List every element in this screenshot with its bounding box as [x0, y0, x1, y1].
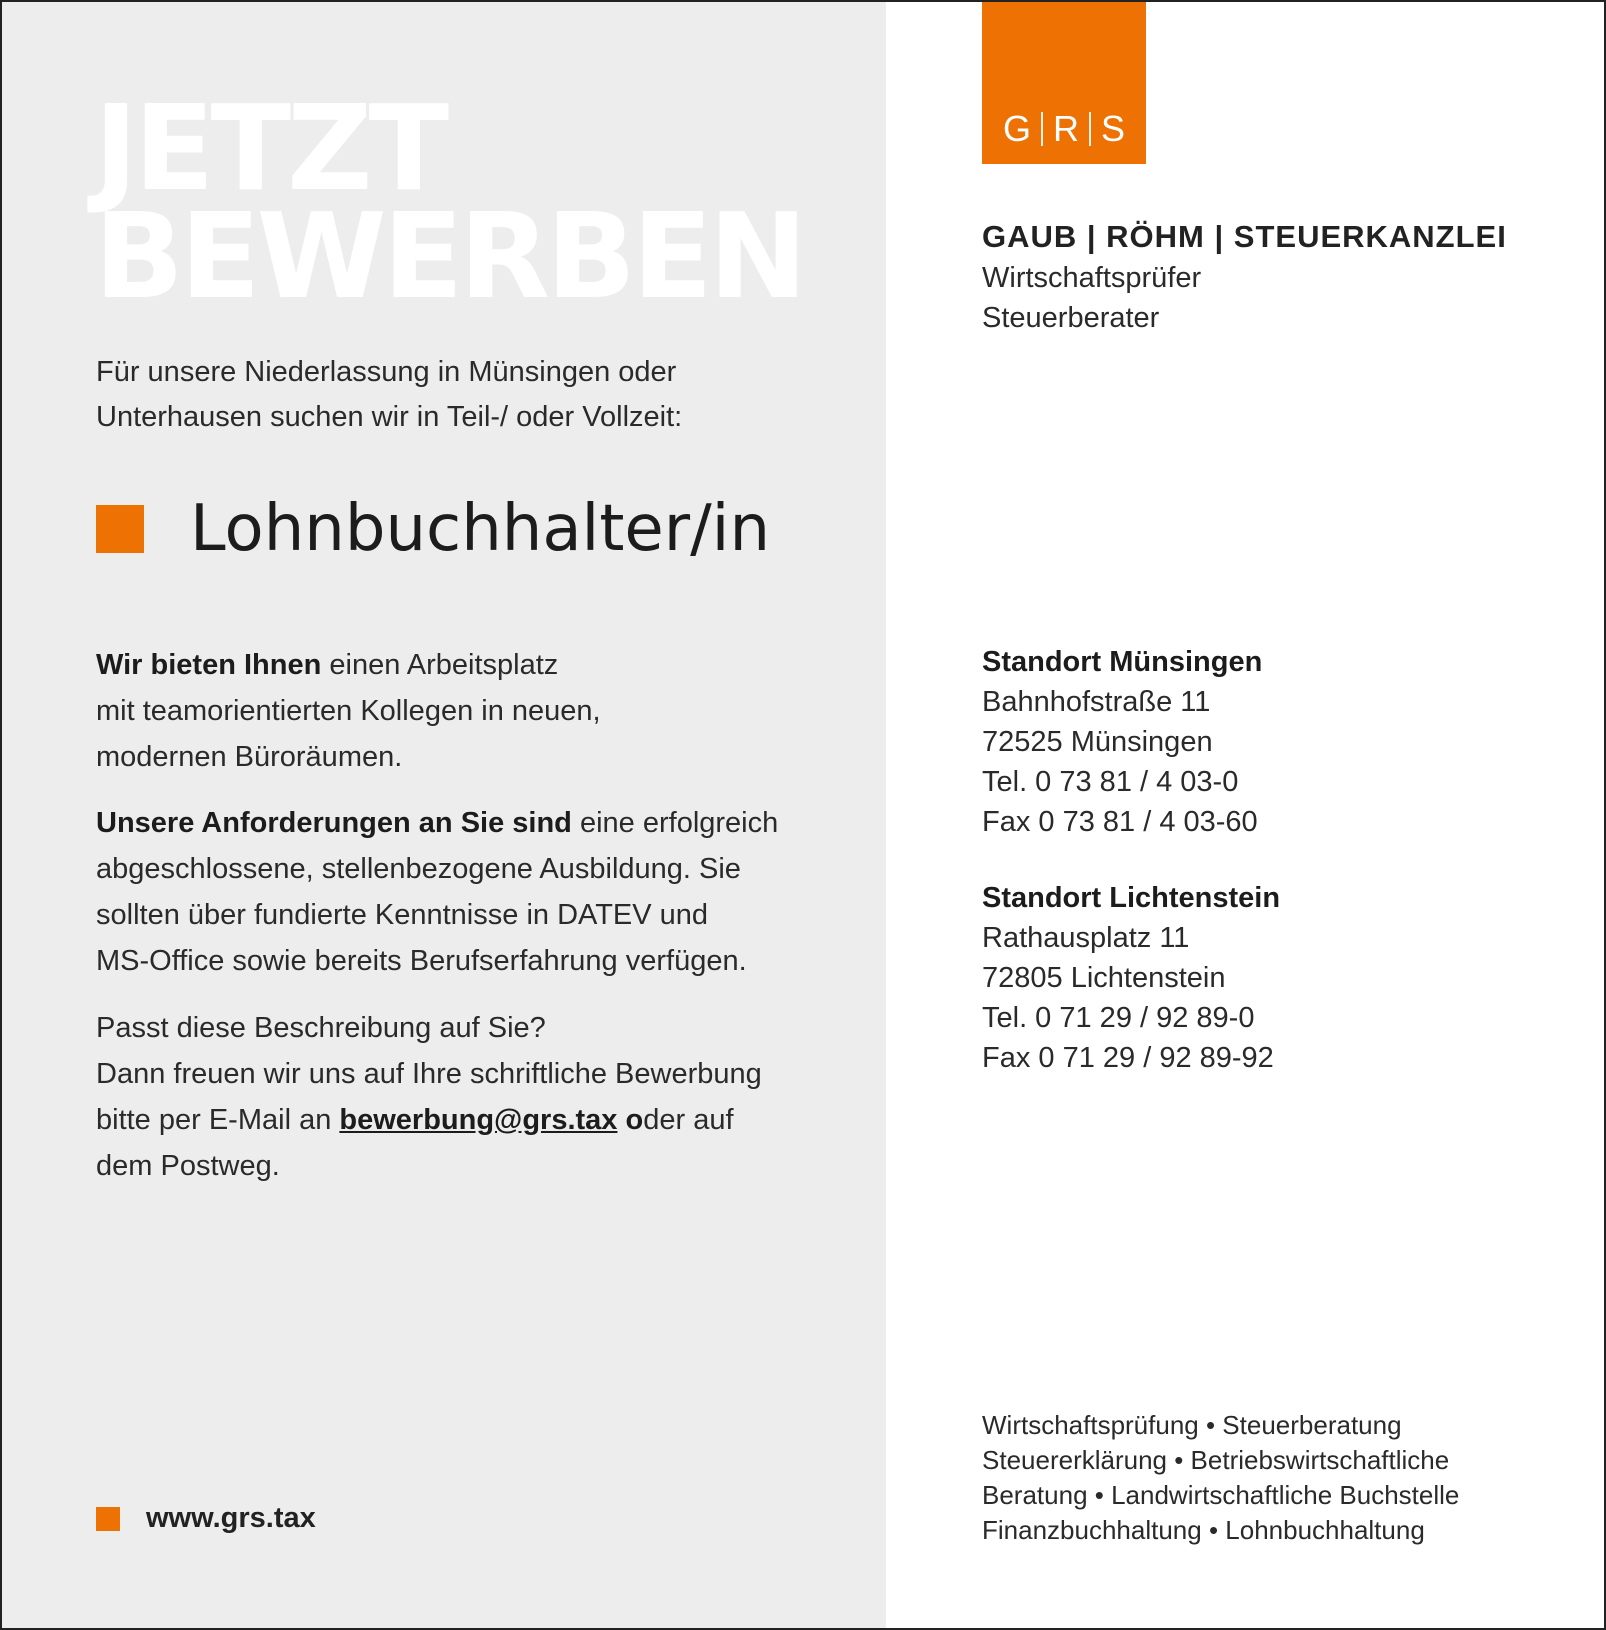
location-city: 72805 Lichtenstein [982, 962, 1226, 994]
apply-line-4: dem Postweg. [96, 1150, 280, 1182]
apply-line-3-post: der auf [643, 1104, 734, 1136]
offer-line-2: mit teamorientierten Kollegen in neuen, [96, 695, 601, 727]
offer-line-1 [96, 642, 856, 688]
requirements-paragraph [96, 800, 856, 984]
offer-line-3: modernen Büroräumen. [96, 741, 403, 773]
services-list [982, 1408, 1592, 1548]
offer-line-1-rest: einen Arbeitsplatz [321, 649, 559, 681]
left-panel [2, 2, 886, 1628]
requirements-line-4: MS-Office sowie bereits Berufserfahrung verfügen. [96, 945, 747, 977]
location-fax: Fax 0 71 29 / 92 89-92 [982, 1042, 1274, 1074]
website-row [96, 1502, 316, 1535]
location-tel: Tel. 0 71 29 / 92 89-0 [982, 1002, 1255, 1034]
services-line-1: Wirtschaftsprüfung • Steuerberatung [982, 1410, 1402, 1440]
orange-square-icon [96, 505, 144, 553]
requirements-line-3: sollten über fundierte Kenntnisse in DATEV und [96, 899, 709, 931]
logo-letter-g: G [1002, 108, 1031, 149]
firm-line-1: Wirtschaftsprüfer [982, 262, 1202, 294]
headline-line-1: JETZT [94, 79, 446, 217]
services-line-4: Finanzbuchhaltung • Lohnbuchhaltung [982, 1515, 1425, 1545]
website-link[interactable]: www.grs.tax [146, 1502, 316, 1534]
apply-line-3 [96, 1097, 856, 1143]
firm-block [982, 216, 1582, 338]
orange-square-icon [96, 1507, 120, 1531]
intro-line-1: Für unsere Niederlassung in Münsingen oder [96, 356, 677, 388]
logo-divider [1089, 112, 1091, 146]
requirements-bold: Unsere Anforderungen an Sie sind [96, 807, 572, 839]
email-link[interactable]: bewerbung@grs.tax [339, 1104, 618, 1136]
location-heading: Standort Münsingen [982, 646, 1263, 678]
requirements-line-1 [96, 800, 856, 846]
intro-text [96, 350, 856, 440]
requirements-line-1-rest: eine erfolgreich [571, 807, 779, 839]
headline-line-2: BEWERBEN [94, 187, 804, 325]
logo-divider [1041, 112, 1043, 146]
location-muensingen [982, 642, 1582, 842]
headline [94, 79, 804, 325]
location-fax: Fax 0 73 81 / 4 03-60 [982, 806, 1258, 838]
job-title: Lohnbuchhalter/in [190, 492, 770, 566]
offer-bold: Wir bieten Ihnen [96, 649, 322, 681]
apply-paragraph [96, 1005, 856, 1189]
grs-logo [982, 2, 1146, 164]
logo-letter-r: R [1053, 108, 1079, 149]
services-line-3: Beratung • Landwirtschaftliche Buchstelle [982, 1480, 1460, 1510]
location-street: Rathausplatz 11 [982, 922, 1190, 954]
apply-line-3-pre: bitte per E-Mail an [96, 1104, 340, 1136]
apply-line-1: Passt diese Beschreibung auf Sie? [96, 1012, 546, 1044]
firm-line-2: Steuerberater [982, 302, 1160, 334]
location-lichtenstein [982, 878, 1582, 1078]
intro-line-2: Unterhausen suchen wir in Teil-/ oder Vollzeit: [96, 401, 683, 433]
services-line-2: Steuererklärung • Betriebswirtschaftliche [982, 1445, 1450, 1475]
logo-letter-s: S [1101, 108, 1126, 149]
offer-paragraph [96, 642, 856, 780]
location-tel: Tel. 0 73 81 / 4 03-0 [982, 766, 1239, 798]
apply-line-3-bold-o: o [617, 1104, 644, 1136]
apply-line-2: Dann freuen wir uns auf Ihre schriftliche Bewerbung [96, 1058, 762, 1090]
location-city: 72525 Münsingen [982, 726, 1213, 758]
logo-letters [982, 108, 1146, 150]
job-title-row [96, 492, 770, 566]
location-heading: Standort Lichtenstein [982, 882, 1281, 914]
requirements-line-2: abgeschlossene, stellenbezogene Ausbildung. Sie [96, 853, 741, 885]
location-street: Bahnhofstraße 11 [982, 686, 1211, 718]
right-panel [886, 2, 1604, 1628]
firm-name: GAUB | RÖHM | STEUERKANZLEI [982, 219, 1507, 254]
